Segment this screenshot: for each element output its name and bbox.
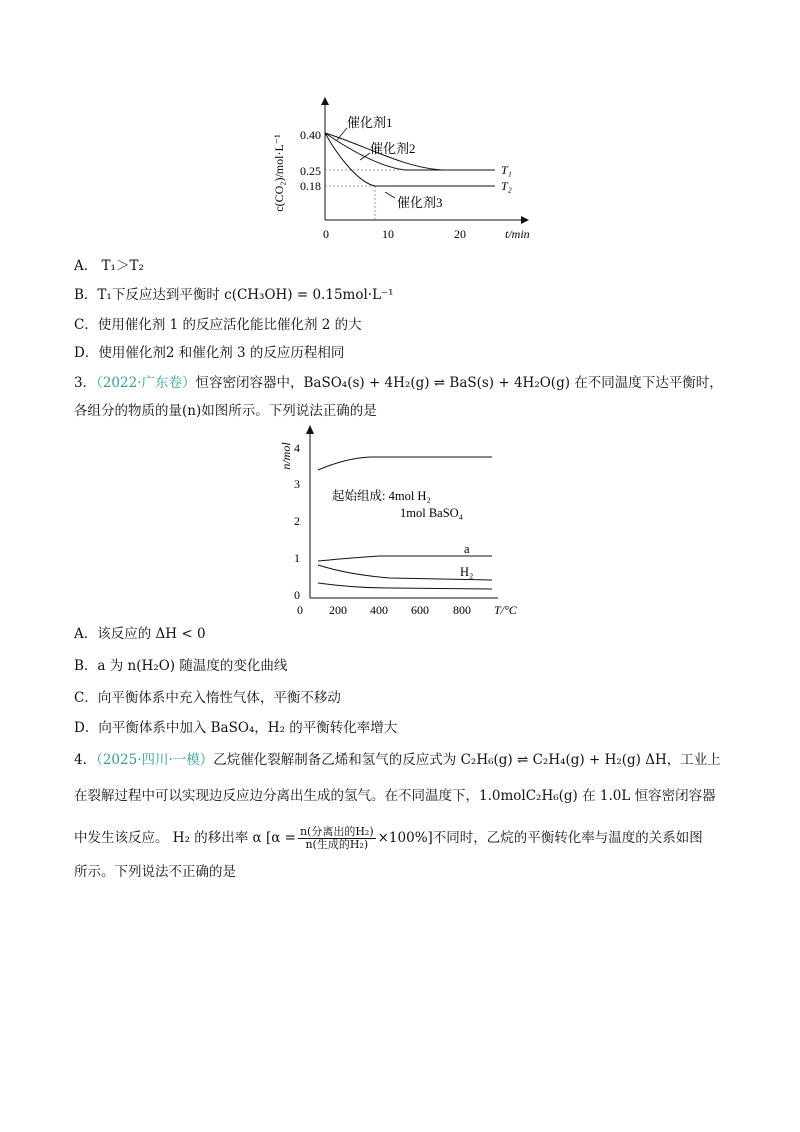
- q2-option-d: D．使用催化剂2 和催化剂 3 的反应历程相同: [74, 345, 345, 361]
- q4-frac-numerator: n(分离出的H₂): [299, 825, 374, 838]
- q3-number: 3．: [74, 375, 97, 391]
- fig1-label-catalyst1: 催化剂1: [347, 115, 393, 130]
- q4-line1: [74, 750, 721, 770]
- fig2-y-arrow-icon: [306, 425, 314, 434]
- q2-option-b: B．T₁下反应达到平衡时 c(CH₃OH) = 0.15mol·L⁻¹: [74, 287, 394, 303]
- fig2-xlabel: T/°C: [494, 603, 517, 617]
- fig2-label-h2: H₂: [460, 565, 474, 579]
- fig2-label-a: a: [464, 542, 470, 556]
- fig2-xtick: 400: [370, 603, 388, 617]
- q4-line3: [74, 826, 703, 851]
- fig1-ylabel: c(CO₂)/mol·L⁻¹: [272, 134, 286, 212]
- fig1-label-catalyst2: 催化剂2: [370, 141, 416, 156]
- fig2-curve-a: [318, 556, 492, 561]
- fig1-xtick: 10: [382, 227, 394, 241]
- q4-source-tag: （2025·四川·一模）: [96, 752, 214, 768]
- q4-stem-line1: 乙烷催化裂解制备乙烯和氢气的反应式为 C₂H₆(g) ⇌ C₂H₄(g) + H₂(g) ΔH，工业上: [213, 752, 721, 768]
- fig1-xtick: 20: [454, 227, 466, 241]
- fig2-curve-top: [318, 457, 492, 470]
- figure-co2-concentration: [265, 95, 545, 245]
- fig2-xtick: 200: [329, 603, 347, 617]
- q2-option-c: C．使用催化剂 1 的反应活化能比催化剂 2 的大: [74, 317, 362, 333]
- fig1-x-arrow-icon: [521, 216, 529, 224]
- q4-line3-pre: 中发生该反应。 H₂ 的移出率 α [α =: [74, 830, 296, 846]
- q4-line4: 所示。下列说法不正确的是: [74, 864, 236, 880]
- q2-option-a: A． T₁＞T₂: [74, 258, 144, 274]
- q3-option-b: B．a 为 n(H₂O) 随温度的变化曲线: [74, 658, 288, 674]
- q3-option-c: C．向平衡体系中充入惰性气体，平衡不移动: [74, 690, 341, 706]
- fig2-xtick: 800: [453, 603, 471, 617]
- q3-line1: [74, 373, 723, 393]
- fig2-ytick: 1: [294, 551, 300, 565]
- fig1-ytick: 0.18: [300, 179, 321, 193]
- q3-source-tag: （2022·广东卷）: [96, 375, 196, 391]
- fig1-ytick: 0.40: [300, 128, 321, 142]
- q3-option-d: D．向平衡体系中加入 BaSO₄，H₂ 的平衡转化率增大: [74, 720, 398, 736]
- q3-option-a: A．该反应的 ΔH < 0: [74, 626, 206, 642]
- q4-number: 4．: [74, 752, 97, 768]
- fig1-xlabel: t/min: [505, 227, 530, 241]
- fig2-ytick: 4: [294, 441, 300, 455]
- fig1-ytick: 0.25: [300, 164, 321, 178]
- fig2-legend-line2: 1mol BaSO₄: [400, 506, 464, 520]
- fig1-label-t1: T₁: [501, 163, 512, 177]
- q3-stem-line1: 恒容密闭容器中，BaSO₄(s) + 4H₂(g) ⇌ BaS(s) + 4H₂O(g) 在不同温度下达平衡时，: [195, 375, 723, 391]
- q3-line2: 各组分的物质的量(n)如图所示。下列说法正确的是: [74, 403, 377, 419]
- figure-moles-vs-temperature: [270, 420, 540, 620]
- q4-frac-denominator: n(生成的H₂): [305, 838, 369, 851]
- fig1-label-catalyst3: 催化剂3: [397, 195, 443, 210]
- fig1-xtick: 0: [323, 227, 329, 241]
- q4-fraction: [298, 826, 376, 851]
- fig2-legend-title: 起始组成: 4mol H₂: [332, 489, 431, 503]
- fig2-ytick: 0: [294, 588, 300, 602]
- fig2-ytick: 3: [294, 477, 300, 491]
- fig1-y-arrow-icon: [321, 97, 329, 105]
- fig2-ylabel: n/mol: [279, 442, 293, 470]
- fig1-leader: [337, 128, 347, 140]
- fig2-ytick: 2: [294, 514, 300, 528]
- q4-line2: 在裂解过程中可以实现边反应边分离出生成的氢气。在不同温度下，1.0molC₂H₆(g) 在 1.0L 恒容密闭容器: [74, 788, 716, 804]
- q4-line3-post: ×100%]不同时，乙烷的平衡转化率与温度的关系如图: [377, 830, 703, 846]
- fig1-label-t2: T₂: [501, 179, 512, 193]
- fig1-leader: [385, 192, 395, 198]
- fig2-curve-bottom: [318, 583, 492, 589]
- fig2-xtick: 0: [297, 603, 303, 617]
- fig2-xtick: 600: [411, 603, 429, 617]
